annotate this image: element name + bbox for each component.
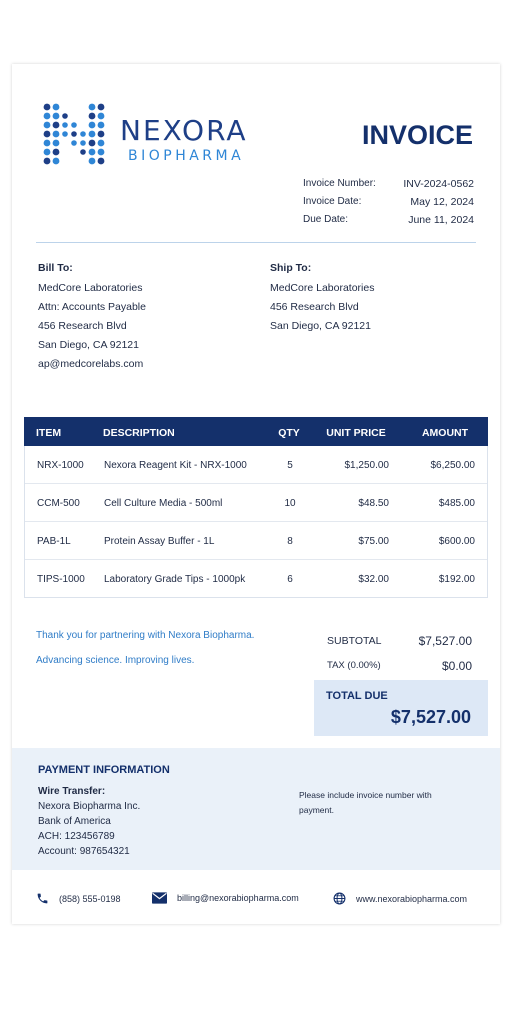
logo-dot (98, 131, 105, 138)
table-row (25, 559, 487, 597)
meta-label: Due Date: (303, 214, 349, 225)
cell-description: Nexora Reagent Kit - NRX-1000 (104, 460, 247, 471)
cell-description: Laboratory Grade Tips - 1000pk (104, 574, 246, 585)
logo-dot (53, 122, 60, 129)
bill-to-line: Attn: Accounts Payable (38, 301, 146, 313)
payment-method: Wire Transfer: (38, 786, 106, 797)
payment-line: Bank of America (38, 816, 111, 827)
envelope-icon (152, 892, 167, 904)
logo-dot (62, 122, 68, 128)
logo-dot (53, 131, 60, 138)
logo-dot (80, 149, 86, 155)
logo-dot (44, 140, 51, 147)
invoice-date-row (303, 196, 474, 214)
footer-email-text: billing@nexorabiopharma.com (177, 893, 299, 903)
globe-icon (333, 892, 346, 905)
logo-dot (44, 113, 51, 120)
footer-website[interactable] (333, 892, 467, 905)
cell-amount: $485.00 (438, 498, 475, 509)
cell-unit-price: $48.50 (358, 498, 389, 509)
meta-label: Invoice Date: (303, 196, 362, 207)
due-date-row (303, 214, 474, 232)
logo-dot (44, 158, 51, 165)
table-header (24, 417, 488, 446)
header-unit-price: UNIT PRICE (326, 427, 386, 439)
tax-label: TAX (0.00%) (327, 660, 381, 671)
footer-email[interactable] (152, 892, 299, 904)
cell-amount: $6,250.00 (430, 460, 475, 471)
bill-to-heading: Bill To: (38, 262, 73, 274)
logo-dot (98, 122, 105, 129)
logo-dot (98, 113, 105, 120)
logo-dot (89, 104, 96, 111)
logo-dot (89, 113, 96, 120)
header-qty: QTY (278, 427, 300, 439)
line-items-table (24, 417, 488, 598)
cell-item: TIPS-1000 (37, 574, 85, 585)
logo-dot (89, 158, 96, 165)
cell-qty: 5 (287, 460, 293, 471)
table-row (25, 521, 487, 559)
bill-to-block (38, 262, 146, 377)
bill-to-line: MedCore Laboratories (38, 282, 143, 294)
logo-dot (80, 131, 86, 137)
logo-dot (62, 113, 68, 119)
total-due-label: TOTAL DUE (326, 690, 388, 702)
ship-to-block (270, 262, 374, 339)
thank-you-line: Thank you for partnering with Nexora Biopharma. (36, 630, 255, 641)
cell-item: NRX-1000 (37, 460, 84, 471)
table-body (24, 446, 488, 598)
cell-unit-price: $75.00 (358, 536, 389, 547)
brand-name: NEXORA (120, 114, 248, 147)
brand-subtitle: BIOPHARMA (128, 148, 245, 164)
total-due-value: $7,527.00 (390, 707, 471, 727)
logo-dot (44, 149, 51, 156)
logo-dot (89, 122, 96, 129)
total-due-box (314, 680, 488, 736)
footer-phone-text: (858) 555-0198 (59, 893, 121, 904)
logo-dot (80, 140, 86, 146)
invoice-meta (303, 178, 474, 232)
logo-dot (53, 149, 60, 156)
cell-qty: 6 (287, 574, 293, 585)
tax-value: $0.00 (441, 658, 472, 673)
payment-line: ACH: 123456789 (38, 831, 115, 842)
payment-line: Account: 987654321 (38, 846, 130, 857)
header-item: ITEM (36, 427, 62, 439)
cell-description: Cell Culture Media - 500ml (104, 498, 223, 509)
footer-website-text: www.nexorabiopharma.com (356, 893, 468, 904)
subtotal-row (327, 628, 472, 653)
cell-item: PAB-1L (37, 536, 71, 547)
logo-dot (71, 131, 77, 137)
header-amount: AMOUNT (421, 427, 469, 439)
cell-item: CCM-500 (37, 498, 80, 509)
cell-unit-price: $32.00 (358, 574, 389, 585)
payment-details (38, 786, 140, 861)
logo-dot (89, 140, 96, 147)
invoice-title: INVOICE (361, 120, 473, 150)
cell-qty: 10 (284, 498, 296, 509)
tax-row (327, 653, 472, 678)
logo-dot (89, 149, 96, 156)
header-description: DESCRIPTION (103, 427, 175, 439)
meta-value: June 11, 2024 (408, 214, 474, 226)
bill-to-line: San Diego, CA 92121 (38, 339, 139, 351)
subtotal-value: $7,527.00 (418, 633, 472, 648)
tagline: Advancing science. Improving lives. (36, 655, 195, 666)
logo-dot (98, 104, 105, 111)
cell-unit-price: $1,250.00 (344, 460, 389, 471)
payment-note: Please include invoice number with payment. (299, 790, 432, 815)
logo-dot (89, 131, 96, 138)
logo-dot (62, 131, 68, 137)
payment-line: Nexora Biopharma Inc. (38, 801, 141, 812)
logo-dot (44, 122, 51, 129)
bill-to-line: 456 Research Blvd (38, 320, 127, 332)
meta-value: May 12, 2024 (410, 196, 474, 208)
logo-dot (71, 140, 77, 146)
ship-to-line: 456 Research Blvd (270, 301, 359, 313)
logo-dot (53, 140, 60, 147)
logo-dot (98, 140, 105, 147)
invoice-page (12, 64, 500, 924)
meta-label: Invoice Number: (303, 178, 376, 189)
logo-dot (44, 131, 51, 138)
footer-phone[interactable] (36, 892, 121, 905)
bill-to-email: ap@medcorelabs.com (38, 358, 144, 370)
header-divider (36, 242, 476, 243)
ship-to-heading: Ship To: (270, 262, 312, 274)
meta-value: INV-2024-0562 (403, 178, 474, 190)
table-row (25, 446, 487, 483)
logo-dot (53, 158, 60, 165)
thank-you-note (36, 630, 254, 680)
ship-to-line: San Diego, CA 92121 (270, 320, 371, 332)
logo-dot (53, 104, 60, 111)
nexora-logo-icon (42, 102, 106, 168)
logo-dot (71, 122, 77, 128)
logo-dot (98, 149, 105, 156)
totals-block (327, 628, 472, 678)
logo-dot (98, 158, 105, 165)
logo-dot (53, 113, 60, 120)
subtotal-label: SUBTOTAL (327, 634, 382, 647)
payment-information (12, 748, 500, 870)
cell-amount: $192.00 (438, 574, 475, 585)
ship-to-line: MedCore Laboratories (270, 282, 375, 294)
invoice-number-row (303, 178, 474, 196)
payment-title: PAYMENT INFORMATION (38, 764, 170, 776)
cell-description: Protein Assay Buffer - 1L (104, 536, 215, 547)
table-row (25, 483, 487, 521)
cell-amount: $600.00 (438, 536, 475, 547)
logo-dot (44, 104, 51, 111)
cell-qty: 8 (287, 536, 293, 547)
footer (12, 870, 500, 924)
phone-icon (36, 892, 49, 905)
